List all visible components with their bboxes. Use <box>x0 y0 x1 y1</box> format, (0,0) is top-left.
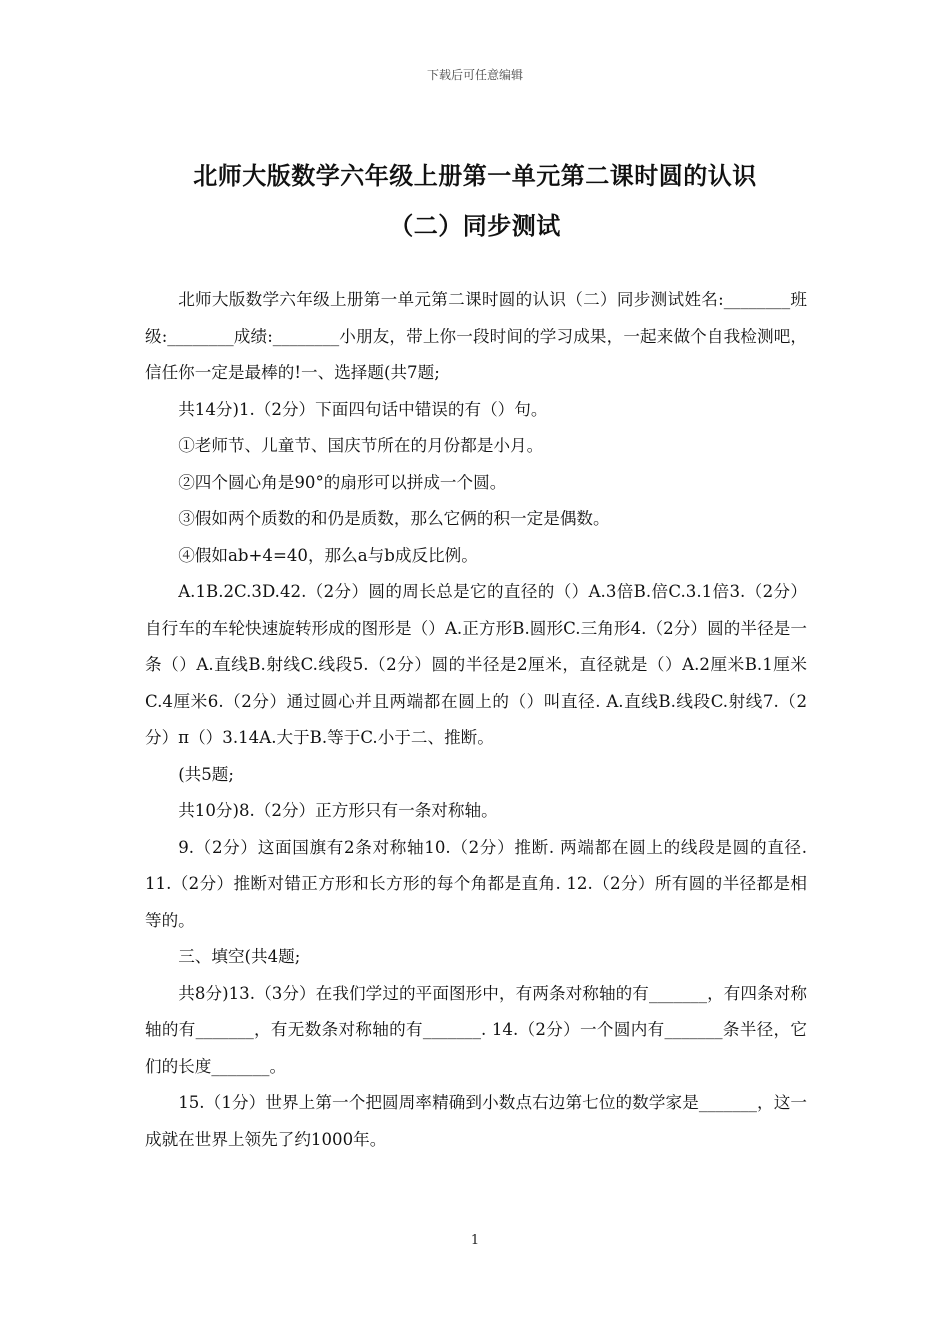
paragraph-q13-q14: 共8分)13.（3分）在我们学过的平面图形中，有两条对称轴的有_______，有四条对称轴的有_______，有无数条对称轴的有_______. 14.（2分）一个圆内有_______条半径，它们的长度_______。 <box>145 983 807 1076</box>
paragraph-q1-statement-4: ④假如ab+4=40，那么a与b成反比例。 <box>178 545 478 565</box>
paragraph-intro: 北师大版数学六年级上册第一单元第二课时圆的认识（二）同步测试姓名:________班级:________成绩:________小朋友，带上你一段时间的学习成果，一起来做个自我检测吧，信任你一定是最棒的!一、选择题(共7题; <box>145 290 807 382</box>
document-title-line-1: 北师大版数学六年级上册第一单元第二课时圆的认识 <box>193 162 757 190</box>
paragraph-q1-to-q7: A.1B.2C.3D.42.（2分）圆的周长总是它的直径的（）A.3倍B.倍C.3.1倍3.（2分）自行车的车轮快速旋转形成的图形是（）A.正方形B.圆形C.三角形4.（2分）圆的半径是一条（）A.直线B.射线C.线段5.（2分）圆的半径是2厘米，直径就是（）A.2厘米B.1厘米C.4厘米6.（2分）通过圆心并且两端都在圆上的（）叫直径. A.直线B.线段C.射线7.（2分）π（）3.14A.大于B.等于C.小于二、推断。 <box>145 582 807 747</box>
paragraph-q1-statement-2: ②四个圆心角是90°的扇形可以拼成一个圆。 <box>178 472 507 492</box>
paragraph-q1-statement-3: ③假如两个质数的和仍是质数，那么它俩的积一定是偶数。 <box>178 509 610 528</box>
paragraph-section-3-heading: 三、填空(共4题; <box>178 947 301 966</box>
paragraph-q1: 共14分)1.（2分）下面四句话中错误的有（）句。 <box>178 399 548 419</box>
paragraph-q1-statement-1: ①老师节、儿童节、国庆节所在的月份都是小月。 <box>178 436 544 455</box>
document-title-line-2: （二）同步测试 <box>389 212 561 240</box>
document-body <box>145 282 807 1158</box>
paragraph-section-2-count: (共5题; <box>178 764 234 784</box>
page-number: 1 <box>470 1233 480 1248</box>
paragraph-q15: 15.（1分）世界上第一个把圆周率精确到小数点右边第七位的数学家是_______，这一成就在世界上领先了约1000年。 <box>145 1093 807 1149</box>
paragraph-q9-to-q12: 9.（2分）这面国旗有2条对称轴10.（2分）推断. 两端都在圆上的线段是圆的直径. 11.（2分）推断对错正方形和长方形的每个角都是直角. 12.（2分）所有圆的半径都是相等的。 <box>145 837 807 930</box>
page-header: 下载后可任意编辑 <box>426 68 523 82</box>
paragraph-q8: 共10分)8.（2分）正方形只有一条对称轴。 <box>178 801 498 820</box>
